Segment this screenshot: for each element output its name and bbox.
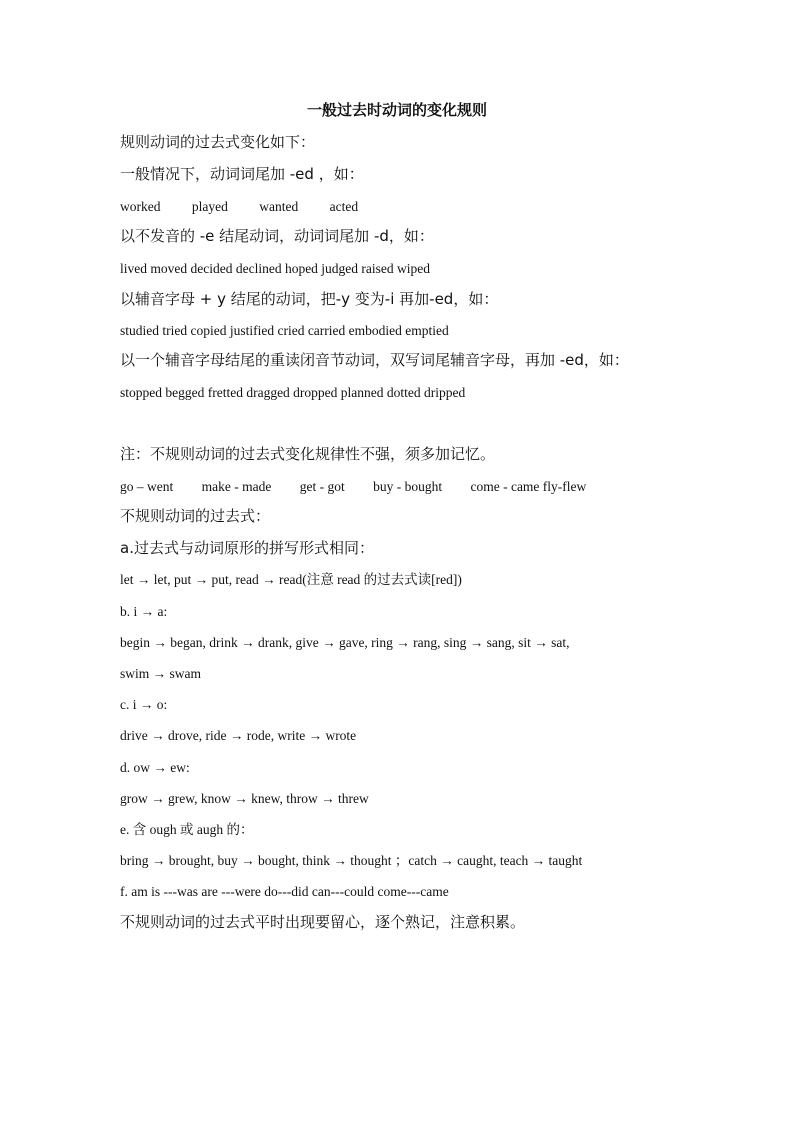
rule2-examples: lived moved decided declined hoped judged raised wiped <box>120 261 431 276</box>
closing-text: 不规则动词的过去式平时出现要留心，逐个熟记，注意积累。 <box>120 913 526 931</box>
irregular-title: 不规则动词的过去式： <box>120 507 271 525</box>
rule1-example-word: played <box>191 199 228 214</box>
section-b-text-1: begin → began, drink → drank, give → gave, ring → rang, sing → sang, sit → sat, <box>120 635 570 650</box>
note-example: make - made <box>201 479 272 494</box>
section-c-title: c. i → o: <box>120 697 168 712</box>
rule3-examples: studied tried copied justified cried carried embodied emptied <box>120 323 449 338</box>
note-example: come - came fly-flew <box>470 479 587 494</box>
rule1-text: 一般情况下，动词词尾加 -ed ，如： <box>120 165 364 183</box>
section-b-text-2: swim → swam <box>120 666 201 681</box>
note-examples <box>120 480 611 494</box>
note-example: go – went <box>120 479 174 494</box>
page-title: 一般过去时动词的变化规则 <box>306 101 487 119</box>
rule2-text: 以不发音的 -e 结尾动词，动词词尾加 -d，如： <box>120 227 434 245</box>
note-example: get - got <box>299 479 345 494</box>
rule1-example-word: acted <box>329 199 359 214</box>
note-example: buy - bought <box>373 479 443 494</box>
intro-text: 规则动词的过去式变化如下： <box>120 133 316 151</box>
note-text: 注：不规则动词的过去式变化规律性不强，须多加记忆。 <box>120 445 496 463</box>
rule1-example-word: worked <box>120 199 161 214</box>
section-b-title: b. i → a: <box>120 604 168 619</box>
section-a-text: let → let, put → put, read → read(注意 read 的过去式读[red]) <box>120 572 462 587</box>
rule4-examples: stopped begged fretted dragged dropped planned dotted dripped <box>120 385 466 400</box>
section-d-text: grow → grew, know → knew, throw → threw <box>120 791 369 806</box>
rule1-examples <box>120 200 386 214</box>
section-d-title: d. ow → ew: <box>120 760 190 775</box>
rule4-text: 以一个辅音字母结尾的重读闭音节动词，双写词尾辅音字母，再加 -ed，如： <box>120 351 629 369</box>
section-a-title: a.过去式与动词原形的拼写形式相同： <box>120 539 374 557</box>
rule3-text: 以辅音字母 + y 结尾的动词，把-y 变为-i 再加-ed，如： <box>120 290 499 308</box>
section-e-text: bring → brought, buy → bought, think → thought ；catch → caught, teach → taught <box>120 853 583 868</box>
section-e-title: e. 含 ough 或 augh 的： <box>120 822 254 837</box>
section-c-text: drive → drove, ride → rode, write → wrote <box>120 728 357 743</box>
section-f-title: f. am is ---was are ---were do---did can---could come---came <box>120 884 449 899</box>
rule1-example-word: wanted <box>259 199 299 214</box>
